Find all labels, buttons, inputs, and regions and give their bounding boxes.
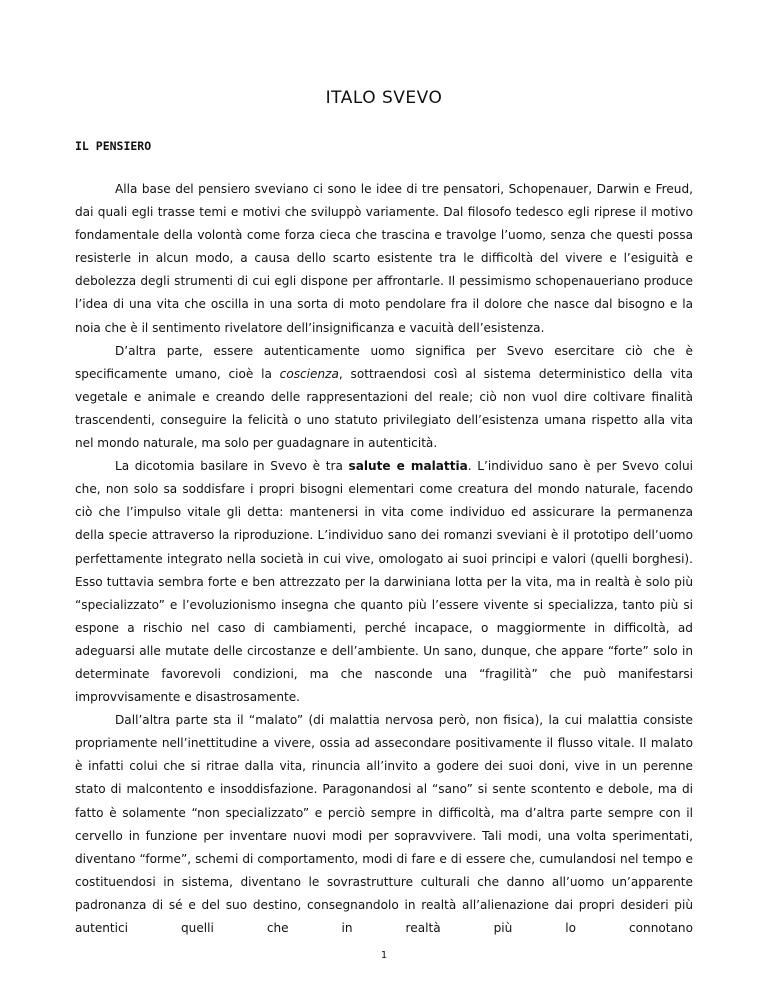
- italic-term: coscienza: [279, 366, 339, 381]
- paragraph: [75, 709, 693, 940]
- paragraph-text: , sottraendosi così al sistema deterministico della vita vegetale e animale e creando delle rappresentazioni del reale; ciò non vuol dire coltivare finalità trascendenti, conseguire la felicità o uno statuto privilegiato dell’esistenza umana rispetto alla vita nel mondo naturale, ma solo per guadagnare in autenticità.: [75, 366, 694, 451]
- paragraph-text: Dall’altra parte sta il “malato” (di malattia nervosa però, non fisica), la cui malattia consiste propriamente nell’inettitudine a vivere, ossia ad assecondare positivamente il flusso vitale. Il malato è infatti colui che si ritrae dalla vita, rinuncia all’invito a godere dei suoi doni, vive in un perenne stato di malcontento e insoddisfazione. Paragonandosi al “sano” si sente scontento e debole, ma di fatto è solamente “non specializzato” e perciò sempre in difficoltà, ma d’altra parte sempre con il cervello in funzione per inventare nuovi modi per sopravvivere. Tali modi, una volta sperimentati, diventano “forme”, schemi di comportamento, modi di fare e di essere che, cumulandosi nel tempo e costituendosi in sistema, diventano le sovrastrutture culturali che danno all’uomo un’apparente padronanza di sé e del suo destino, consegnandolo in realtà all’alienazione dai propri desideri più autentici quelli che in realtà più lo connotano: [75, 713, 693, 935]
- page-number: 1: [380, 950, 388, 961]
- paragraph: [75, 455, 693, 709]
- paragraph-text: . L’individuo sano è per Svevo colui che, non solo sa soddisfare i propri bisogni elementari come creatura del mondo naturale, facendo ciò che l’impulso vitale gli detta: mantenersi in vita come individuo ed assicurare la permanenza della specie attraverso la riproduzione. L’individuo sano dei romanzi sveviani è il prototipo dell’uomo perfettamente integrato nella società in cui vive, omologato ai suoi principi e valori (quelli borghesi). Esso tuttavia sembra forte e ben attrezzato per la darwiniana lotta per la vita, ma in realtà è solo più “specializzato” e l’evoluzionismo insegna che quanto più l’essere vivente si specializza, tanto più si espone a rischio nel caso di cambiamenti, perché incapace, o maggiormente in difficoltà, ad adeguarsi alle mutate delle circostanze e dell’ambiente. Un sano, dunque, che appare “forte” solo in determinate favorevoli condizioni, ma che nasconde una “fragilità” che può manifestarsi improvvisamente e disastrosamente.: [75, 459, 693, 705]
- paragraph-text: La dicotomia basilare in Svevo è tra: [115, 459, 349, 474]
- body-text: [75, 178, 693, 940]
- document-title: ITALO SVEVO: [325, 88, 443, 108]
- paragraph-text: Alla base del pensiero sveviano ci sono le idee di tre pensatori, Schopenauer, Darwin e Freud, dai quali egli trasse temi e motivi che sviluppò variamente. Dal filosofo tedesco egli riprese il motivo fondamentale della volontà come forza cieca che trascina e travolge l’uomo, senza che questi possa resisterle in alcun modo, a causa dello scarto esistente tra le difficoltà del vivere e l’esiguità e debolezza degli strumenti di cui egli dispone per affrontarle. Il pessimismo schopenaueriano produce l’idea di una vita che oscilla in una sorta di moto pendolare fra il dolore che nasce dal bisogno e la noia che è il sentimento rivelatore dell’insignificanza e vacuità dell’esistenza.: [75, 182, 693, 335]
- paragraph: [75, 340, 693, 455]
- section-heading: IL PENSIERO: [75, 139, 152, 153]
- bold-term: salute e malattia: [348, 459, 468, 474]
- paragraph: [75, 178, 693, 340]
- paragraph-text: D’altra parte, essere autenticamente uomo significa per Svevo esercitare ciò che è specificamente umano, cioè la: [75, 343, 693, 381]
